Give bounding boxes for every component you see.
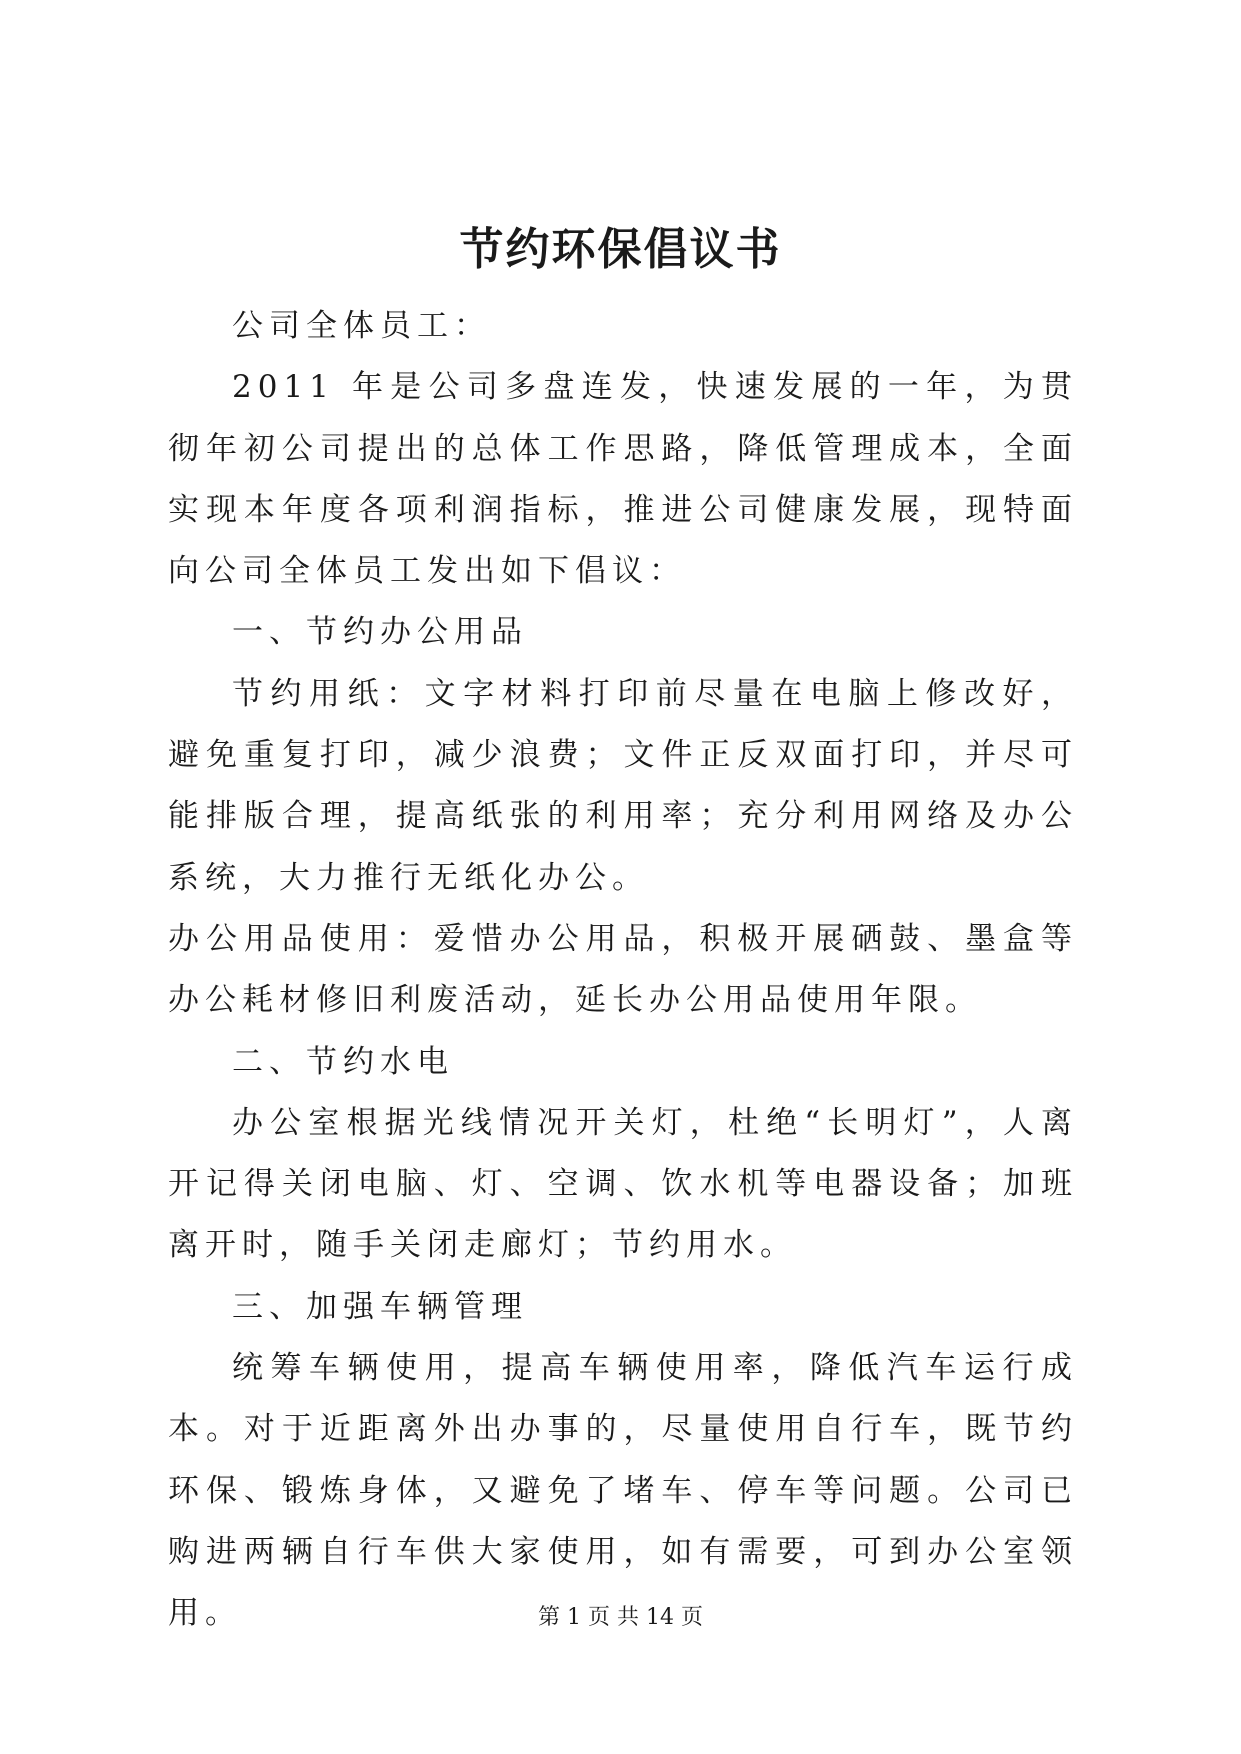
document-body — [168, 296, 1078, 1645]
section-heading-vehicle-management: 三、加强车辆管理 — [232, 1288, 528, 1325]
office-supplies-paragraph: 办公用品使用：爱惜办公用品，积极开展硒鼓、墨盒等办公耗材修旧利废活动，延长办公用品使用年限。 — [168, 920, 1078, 1019]
page-footer: 第 1 页 共 14 页 — [538, 1605, 703, 1630]
section-heading-office-supplies: 一、节约办公用品 — [232, 614, 528, 651]
document-title: 节约环保倡议书 — [459, 224, 782, 275]
water-electricity-paragraph: 办公室根据光线情况开关灯，杜绝“长明灯”，人离开记得关闭电脑、灯、空调、饮水机等电器设备；加班离开时，随手关闭走廊灯；节约用水。 — [168, 1104, 1078, 1264]
section-heading-water-electricity: 二、节约水电 — [232, 1043, 454, 1080]
paper-saving-paragraph: 节约用纸：文字材料打印前尽量在电脑上修改好，避免重复打印，减少浪费；文件正反双面打印，并尽可能排版合理，提高纸张的利用率；充分利用网络及办公系统，大力推行无纸化办公。 — [168, 675, 1078, 896]
salutation: 公司全体员工： — [232, 308, 491, 344]
intro-paragraph: 2011 年是公司多盘连发，快速发展的一年，为贯彻年初公司提出的总体工作思路，降低管理成本，全面实现本年度各项利润指标，推进公司健康发展，现特面向公司全体员工发出如下倡议： — [168, 369, 1078, 590]
vehicle-management-paragraph: 统筹车辆使用，提高车辆使用率，降低汽车运行成本。对于近距离外出办事的，尽量使用自行车，既节约环保、锻炼身体，又避免了堵车、停车等问题。公司已购进两辆自行车供大家使用，如有需要，可到办公室领用。 — [168, 1350, 1078, 1632]
